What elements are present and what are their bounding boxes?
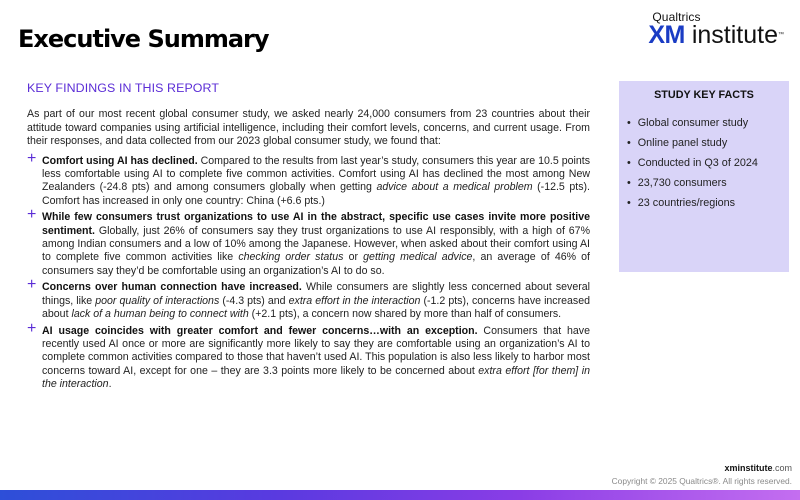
study-facts-list: [619, 117, 789, 209]
finding-emphasis: checking order status: [238, 251, 344, 264]
finding-text: Consumers that have recently used AI once or more are significantly more likely to say they are comfortable using an organization’s AI to complete common activities compared to those that haven’t used AI. This population is also less likely to harbor most concerns toward AI, except for one – they are 3.3 points more likely to be concerned about: [42, 324, 590, 377]
finding-text: .: [108, 378, 112, 391]
key-findings-heading: KEY FINDINGS IN THIS REPORT: [27, 81, 220, 95]
finding-item: [27, 276, 591, 321]
finding-text: While consumers are slightly less concerned about several things, like: [42, 281, 590, 307]
finding-headline: While few consumers trust organizations to use AI in the abstract, specific use cases invite more positive sentiment.: [42, 211, 590, 237]
finding-item: [27, 149, 590, 209]
study-fact-item: • Global consumer study: [627, 117, 789, 129]
footer-url-suffix: .com: [772, 463, 792, 473]
finding-text: , an average of 46% of consumers say they’d be comfortable using an organization’s AI to do so.: [42, 251, 591, 277]
finding-item: [27, 319, 590, 392]
finding-emphasis: getting medical advice: [363, 251, 473, 264]
gradient-footer-bar: [0, 490, 800, 500]
finding-emphasis: extra effort in the interaction: [288, 294, 421, 307]
copyright-text: Copyright © 2025 Qualtrics®. All rights reserved.: [611, 476, 792, 486]
key-findings-section: [27, 82, 590, 395]
footer-url-bold: xminstitute: [724, 463, 773, 473]
study-key-facts-panel: [619, 81, 789, 272]
logo-xm-text: XM: [648, 21, 685, 49]
finding-headline: Comfort using AI has declined.: [42, 154, 198, 167]
xm-institute-logo: [648, 10, 784, 47]
finding-emphasis: extra effort [for them] in the interaction: [42, 364, 590, 391]
finding-text: (-12.5 pts). Comfort has increased in only one country: China (+6.6 pts.): [42, 181, 590, 207]
logo-institute-text: institute: [691, 21, 778, 49]
logo-trademark: ™: [778, 32, 784, 38]
finding-text: (+2.1 pts), a concern now shared by more than half of consumers.: [248, 308, 562, 321]
intro-paragraph: As part of our most recent global consumer study, we asked nearly 24,000 consumers from 23 countries about their attitude toward companies using artificial intelligence, including their comfort levels, concerns, and current usage. From their responses, and data collected from our 2023 global consumer study, we found that:: [27, 108, 590, 148]
plus-icon: +: [27, 206, 37, 224]
finding-text: (-4.3 pts) and: [219, 294, 289, 307]
footer-url[interactable]: [724, 463, 792, 473]
plus-icon: +: [27, 276, 37, 294]
finding-emphasis: poor quality of interactions: [95, 294, 220, 307]
finding-text: (-1.2 pts), concerns have increased about: [42, 294, 591, 321]
study-fact-item: • Conducted in Q3 of 2024: [627, 157, 789, 169]
finding-headline: AI usage coincides with greater comfort and fewer concerns…with an exception.: [42, 324, 478, 337]
finding-text: Globally, just 26% of consumers say they trust organizations to use AI responsibly, with a high of 67% among Indian consumers and a low of 10% among the Japanese. However, when asked about their comfort using AI to complete five common activities like: [42, 224, 590, 264]
plus-icon: +: [27, 149, 37, 167]
finding-emphasis: advice about a medical problem: [376, 181, 533, 194]
finding-item: [27, 206, 591, 278]
study-fact-item: • 23 countries/regions: [627, 197, 789, 209]
plus-icon: +: [27, 319, 37, 337]
finding-headline: Concerns over human connection have increased.: [42, 281, 302, 294]
logo-qualtrics-text: Qualtrics: [652, 10, 701, 24]
logo-wordmark: [648, 23, 784, 47]
page-title: Executive Summary: [18, 25, 269, 53]
study-key-facts-heading: STUDY KEY FACTS: [654, 89, 754, 101]
finding-emphasis: lack of a human being to connect with: [71, 308, 249, 321]
study-fact-item: • Online panel study: [627, 137, 789, 149]
finding-text: Compared to the results from last year’s study, consumers this year are 10.5 points less comfortable using AI to complete five common activities. Comfort using AI has declined the most among New Zealanders (-24.8 pts) and among consumers globally when getting: [42, 154, 590, 194]
finding-text: or: [343, 251, 364, 264]
study-fact-item: • 23,730 consumers: [627, 177, 789, 189]
